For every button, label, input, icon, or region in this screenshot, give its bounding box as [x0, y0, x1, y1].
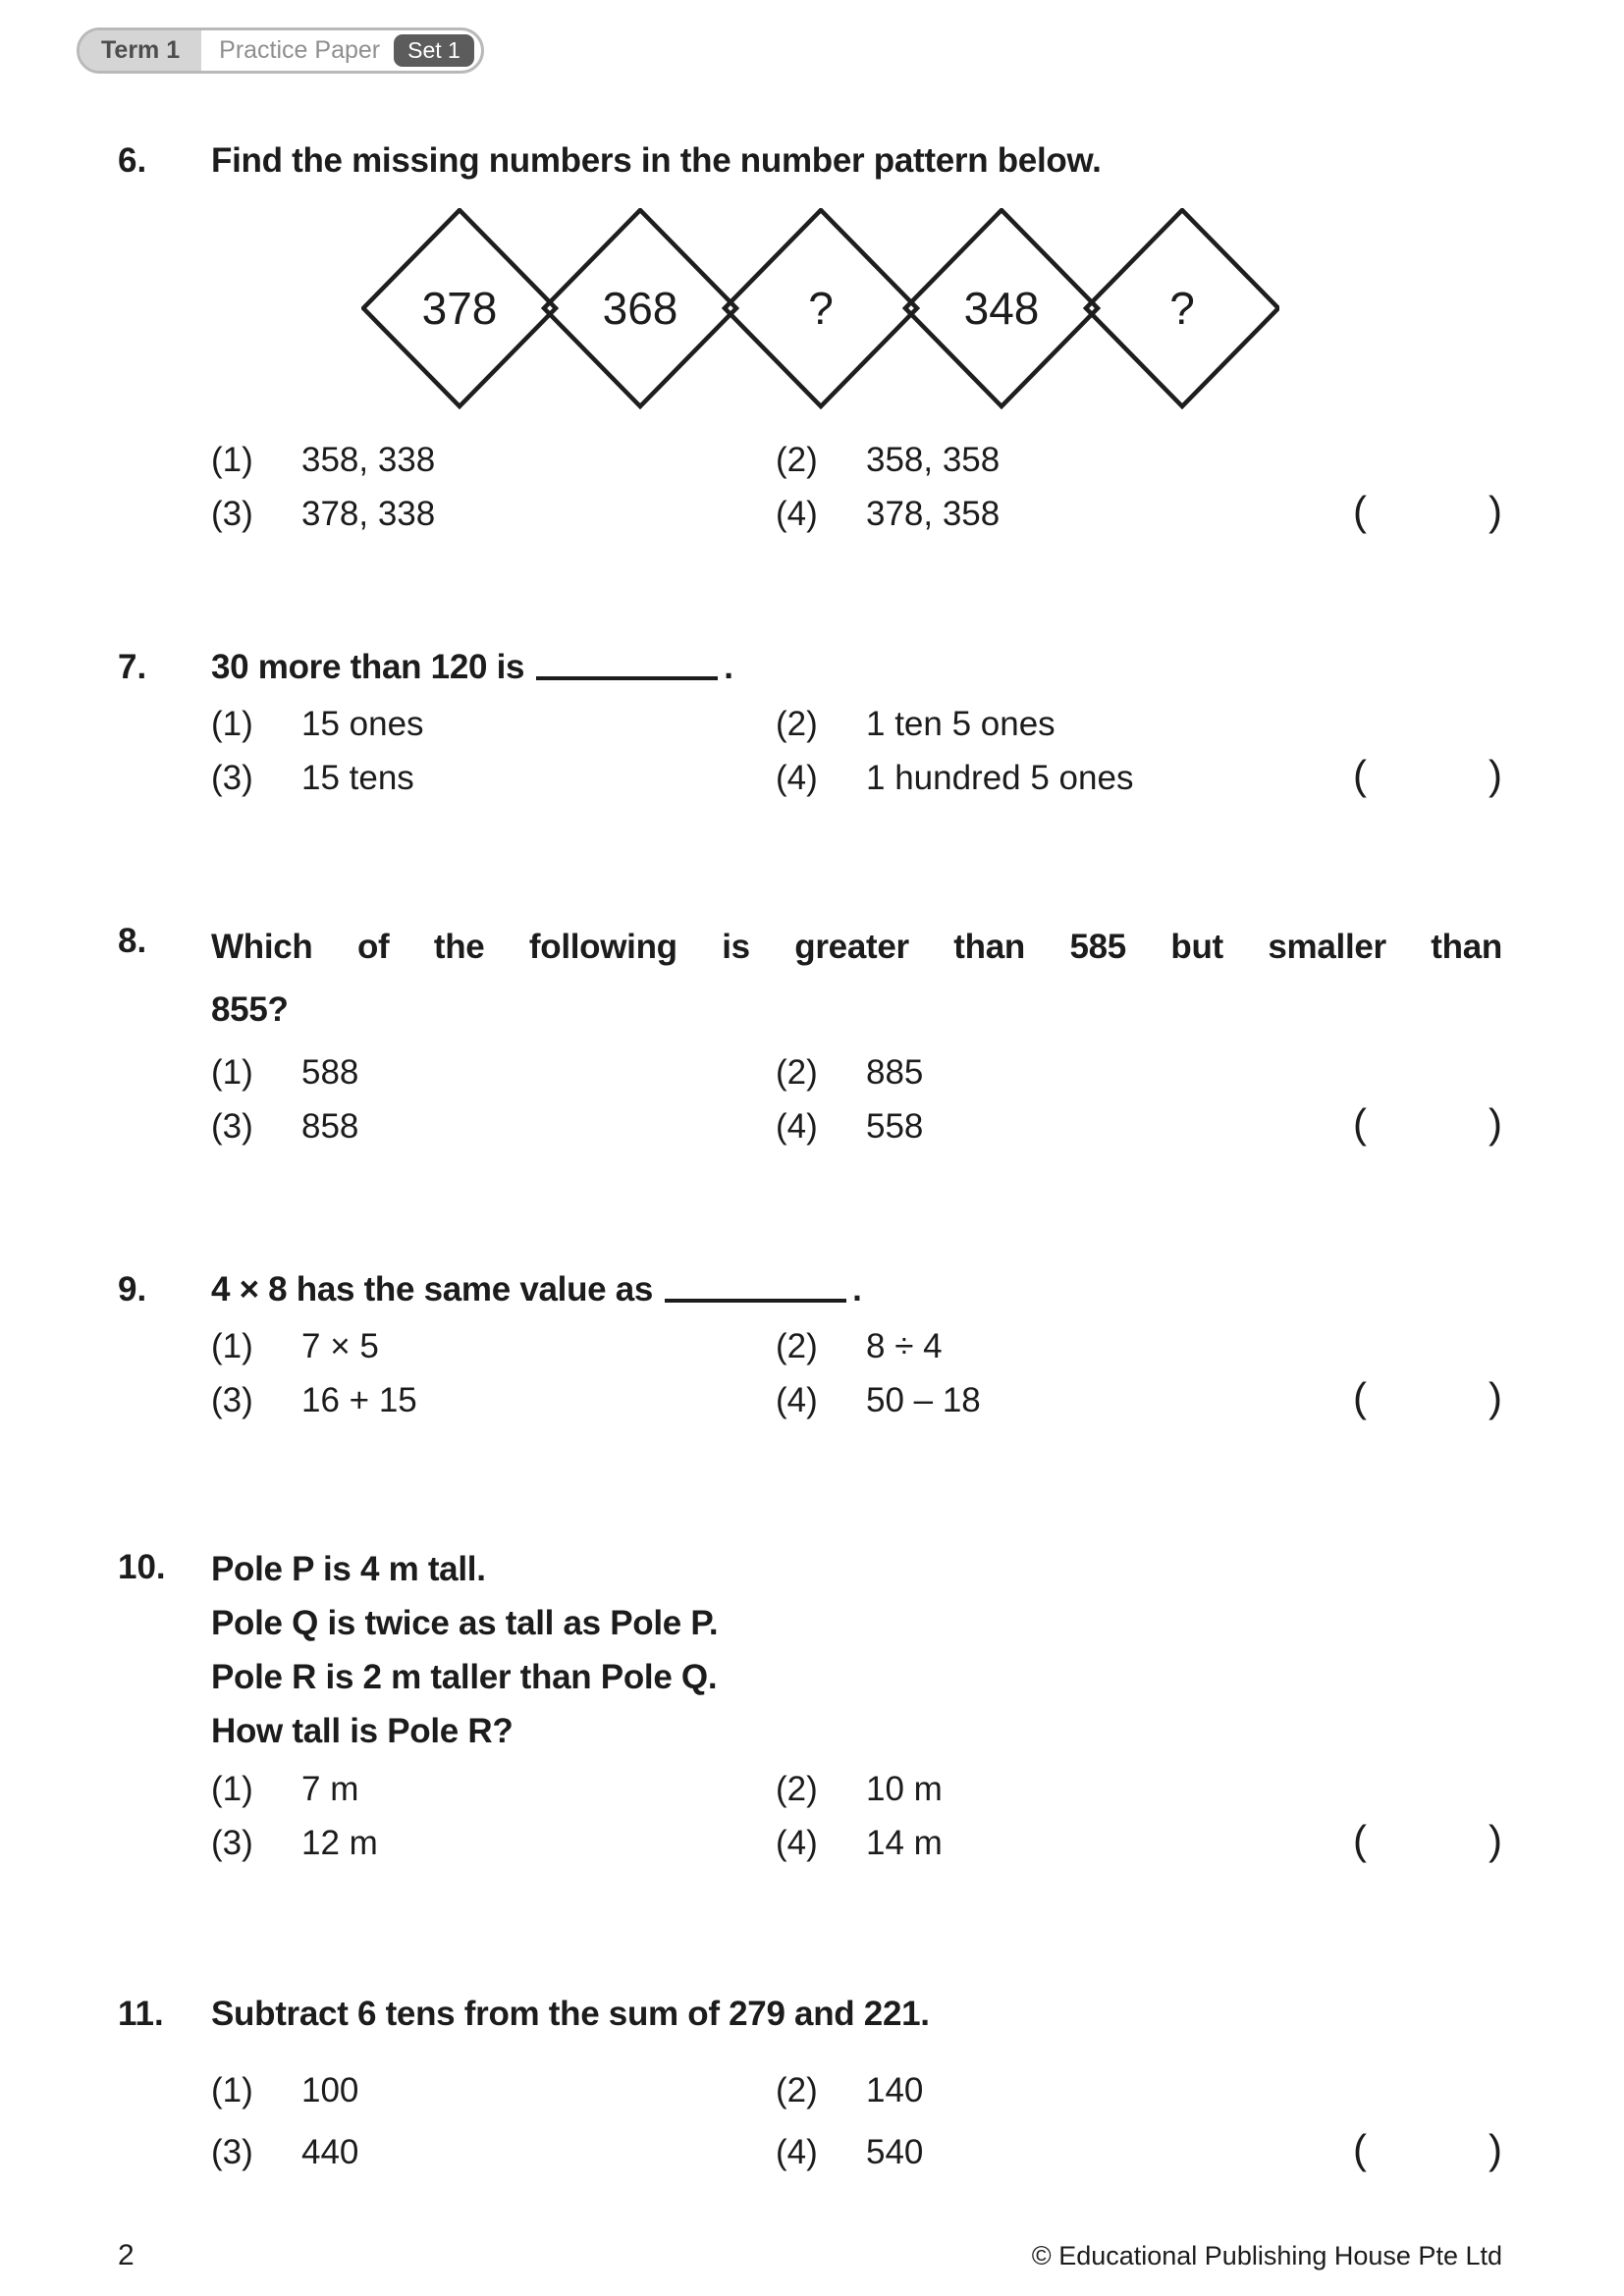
option-label: (1): [211, 1327, 253, 1365]
option-label: (4): [776, 1381, 818, 1419]
answer-bracket-close: ): [1489, 2126, 1502, 2172]
option-value: 858: [301, 1107, 359, 1146]
option-row: [211, 1764, 1502, 1815]
question-text-line: Which of the following is greater than 585 but smaller than: [211, 928, 1502, 966]
option-label: (3): [211, 495, 253, 533]
option-value: 558: [866, 1107, 924, 1146]
option-label: (1): [211, 441, 253, 479]
option-label: (1): [211, 2071, 253, 2109]
answer-slot: [1353, 1372, 1502, 1423]
answer-slot: [1353, 486, 1502, 537]
option-value: 50 – 18: [866, 1381, 981, 1419]
option-label: (2): [776, 1770, 818, 1808]
option-row: [211, 435, 1502, 486]
option-value: 16 + 15: [301, 1381, 417, 1419]
option-value: 378, 338: [301, 495, 436, 533]
option-label: (1): [211, 1053, 253, 1092]
option-value: 1 ten 5 ones: [866, 705, 1056, 743]
question-text-before: 4 × 8 has the same value as: [211, 1270, 654, 1308]
diamond-value: 368: [602, 283, 678, 335]
question-text-line: Pole Q is twice as tall as Pole P.: [211, 1604, 719, 1642]
option-value: 14 m: [866, 1824, 943, 1862]
question-text-line: How tall is Pole R?: [211, 1712, 514, 1750]
question-text-after: .: [852, 1270, 862, 1308]
option-row: [211, 1372, 1502, 1426]
question-number: 11.: [118, 1995, 164, 2033]
practice-paper-label: Practice Paper: [219, 36, 381, 64]
answer-bracket-close: ): [1489, 1817, 1502, 1863]
answer-bracket-open: (: [1353, 752, 1367, 798]
answer-slot: [1353, 1815, 1502, 1866]
diamond-value: ?: [1169, 283, 1195, 335]
page-footer: [118, 2239, 1502, 2272]
question-number: 7.: [118, 648, 147, 686]
set-badge: Set 1: [394, 34, 474, 67]
option-label: (4): [776, 1107, 818, 1146]
option-value: 140: [866, 2071, 924, 2109]
question-number: 9.: [118, 1270, 147, 1308]
option-label: (4): [776, 1824, 818, 1862]
option-label: (1): [211, 1770, 253, 1808]
option-label: (3): [211, 1107, 253, 1146]
option-value: 10 m: [866, 1770, 943, 1808]
option-row: [211, 1321, 1502, 1372]
answer-bracket-open: (: [1353, 1100, 1367, 1147]
option-label: (3): [211, 2133, 253, 2171]
question-6: [118, 135, 1502, 540]
answer-blank: [665, 1299, 846, 1303]
option-label: (3): [211, 1824, 253, 1862]
option-label: (4): [776, 2133, 818, 2171]
question-number: 8.: [118, 922, 147, 960]
diamond-value: ?: [808, 283, 834, 335]
option-label: (1): [211, 705, 253, 743]
option-label: (3): [211, 759, 253, 797]
question-text-after: .: [724, 648, 733, 686]
answer-bracket-open: (: [1353, 488, 1367, 534]
option-value: 358, 358: [866, 441, 1001, 479]
question-number: 6.: [118, 141, 147, 180]
option-value: 12 m: [301, 1824, 378, 1862]
question-10: [118, 1542, 1502, 1869]
question-text: Find the missing numbers in the number pattern below.: [211, 141, 1102, 180]
question-text-line: Pole R is 2 m taller than Pole Q.: [211, 1658, 718, 1696]
question-text-before: 30 more than 120 is: [211, 648, 525, 686]
option-label: (4): [776, 495, 818, 533]
option-row: [211, 486, 1502, 540]
question-text: [211, 642, 1502, 693]
question-text-line: 855?: [211, 990, 289, 1029]
option-value: 588: [301, 1053, 359, 1092]
option-value: 7 × 5: [301, 1327, 379, 1365]
option-row: [211, 2124, 1502, 2178]
page-number: 2: [118, 2239, 135, 2271]
option-value: 358, 338: [301, 441, 436, 479]
question-11: [118, 1989, 1502, 2178]
question-text: [211, 1264, 1502, 1315]
answer-slot: [1353, 750, 1502, 801]
answer-slot: [1353, 1098, 1502, 1149]
answer-bracket-open: (: [1353, 1374, 1367, 1420]
answer-bracket-close: ): [1489, 488, 1502, 534]
question-9: [118, 1264, 1502, 1426]
option-label: (3): [211, 1381, 253, 1419]
option-label: (2): [776, 1327, 818, 1365]
answer-bracket-close: ): [1489, 752, 1502, 798]
answer-bracket-close: ): [1489, 1374, 1502, 1420]
question-text-line: Pole P is 4 m tall.: [211, 1550, 486, 1588]
question-number: 10.: [118, 1548, 166, 1586]
option-row: [211, 2065, 1502, 2116]
option-label: (4): [776, 759, 818, 797]
question-7: [118, 642, 1502, 804]
header-badge: [77, 27, 484, 74]
option-value: 540: [866, 2133, 924, 2171]
diamond-value: 378: [421, 283, 498, 335]
option-label: (2): [776, 1053, 818, 1092]
term-label: Term 1: [80, 30, 201, 71]
option-value: 8 ÷ 4: [866, 1327, 943, 1365]
option-value: 885: [866, 1053, 924, 1092]
diamond-value: 348: [963, 283, 1040, 335]
option-row: [211, 1815, 1502, 1869]
option-label: (2): [776, 2071, 818, 2109]
option-value: 440: [301, 2133, 359, 2171]
option-label: (2): [776, 441, 818, 479]
answer-bracket-open: (: [1353, 1817, 1367, 1863]
answer-blank: [536, 676, 718, 680]
option-value: 15 tens: [301, 759, 414, 797]
option-row: [211, 1098, 1502, 1152]
answer-bracket-close: ): [1489, 1100, 1502, 1147]
option-value: 1 hundred 5 ones: [866, 759, 1134, 797]
option-value: 378, 358: [866, 495, 1001, 533]
copyright-text: © Educational Publishing House Pte Ltd: [1031, 2241, 1502, 2270]
paper-content: [118, 135, 1502, 2178]
option-row: [211, 699, 1502, 750]
option-value: 15 ones: [301, 705, 424, 743]
option-row: [211, 750, 1502, 804]
option-value: 100: [301, 2071, 359, 2109]
answer-bracket-open: (: [1353, 2126, 1367, 2172]
option-row: [211, 1047, 1502, 1098]
question-text: Subtract 6 tens from the sum of 279 and 221.: [211, 1995, 930, 2033]
option-value: 7 m: [301, 1770, 359, 1808]
answer-slot: [1353, 2124, 1502, 2175]
option-label: (2): [776, 705, 818, 743]
question-8: [118, 916, 1502, 1152]
diamond-pattern: [361, 208, 1279, 409]
